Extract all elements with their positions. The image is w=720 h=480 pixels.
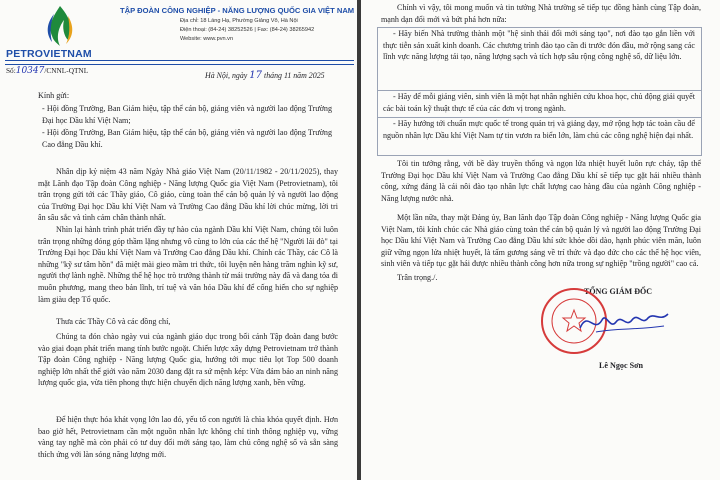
reference-number: Số:10347/CNNL-QTNL bbox=[6, 66, 89, 76]
paragraph-5: Để hiện thực hóa khát vọng lớn lao đó, yếu tố con người là chìa khóa quyết định. Hơn bao giờ hết, Petrovietnam cần một nguồn nhân lực không chỉ tinh thông nghiệp vụ, vững vàng tay nghề mà còn phải có tư duy đổi mới sáng tạo, làm chủ công nghệ số và sẵn sàng thích ứng với làn sóng năng lượng mới. bbox=[38, 415, 338, 459]
closing-text: Trân trọng./. bbox=[397, 273, 438, 282]
letter-page-1 bbox=[0, 0, 357, 480]
paragraph-4: Chúng ta đón chào ngày vui của ngành giáo dục trong bối cảnh Tập đoàn đang bước vào giai đoạn phát triển mang tính bước ngoặt. Chiến lược xây dựng Petrovietnam trở thành Tập đoàn Công nghiệp - Năng lượng Quốc gia, hướng tới mục tiêu lọt Top 500 doanh nghiệp lớn nhất thế giới vào năm 2030 đang đặt ra sứ mệnh kép: Vừa đảm bảo an ninh năng lượng quốc gia, vừa tiên phong thực hiện chuyển dịch năng lượng xanh, bền vững. bbox=[38, 332, 338, 388]
paragraph-2: Nhìn lại hành trình phát triển đầy tự hào của ngành Dầu khí Việt Nam, chúng tôi luôn trân trọng những đóng góp thầm lặng nhưng vô cùng to lớn của các thế hệ "Người lái đò" tại Trường Đại học Dầu khí Việt Nam và Trường Cao đẳng Dầu khí. Chính các Thầy, các Cô là những "kỹ sư tâm hồn" đã miệt mài gieo mầm tri thức, tôi luyện nên hàng trăm nghìn kỹ sư, người thợ lành nghề. Những thế hệ học trò trưởng thành từ mái trường này đã và đang tỏa đi muôn phương, mang theo bản lĩnh, trí tuệ và văn hóa Dầu khí để cống hiến cho sự nghiệp làm giàu đẹp Tổ quốc. bbox=[38, 225, 338, 304]
org-name: TẬP ĐOÀN CÔNG NGHIỆP - NĂNG LƯỢNG QUỐC GIA VIỆT NAM bbox=[120, 6, 355, 15]
document-date: Hà Nội, ngày 17 tháng 11 năm 2025 bbox=[205, 70, 325, 81]
header-rule bbox=[5, 60, 354, 65]
brand-name: PETROVIETNAM bbox=[6, 48, 92, 60]
recipient-1: - Hội đồng Trường, Ban Giám hiệu, tập thể cán bộ, giảng viên và người lao động Trường Đại học Dầu khí Việt Nam; bbox=[42, 104, 332, 125]
paragraph-1: Nhân dịp kỷ niệm 43 năm Ngày Nhà giáo Việt Nam (20/11/1982 - 20/11/2025), thay mặt Lãnh đạo Tập đoàn Công nghiệp - Năng lượng Quốc gia Việt Nam (Petrovietnam), tôi trân trọng gửi tới các Thầy giáo, Cô giáo, cùng toàn thể cán bộ quản lý và người lao động của Trường Đại học Dầu khí Việt Nam và Trường Cao đẳng Dầu khí lời chúc mừng, lời tri ân sâu sắc và tình cảm chân thành nhất. bbox=[38, 167, 338, 223]
signature-icon bbox=[576, 300, 671, 340]
signer-title: TỔNG GIÁM ĐỐC bbox=[584, 287, 652, 296]
bullet-1: - Hãy biến Nhà trường thành một "hệ sinh thái đổi mới sáng tạo", nơi đào tạo gắn liền với thực tiễn sản xuất kinh doanh. Các chương trình đào tạo cần đi trước đón đầu, mở rộng sang các lĩnh vực năng lượng tái tạo, năng lượng sạch và tích hợp sâu rộng công nghệ số, dữ liệu lớn. bbox=[383, 29, 695, 62]
letter-page-2 bbox=[361, 0, 720, 480]
bullet-3: - Hãy hướng tới chuẩn mực quốc tế trong quản trị và giảng dạy, mở rộng hợp tác toàn cầu để nguồn nhân lực Dầu khí Việt Nam tự tin vươn ra biển lớn, làm chủ các công nghệ hiện đại nhất. bbox=[383, 119, 695, 140]
bullet-2: - Hãy để mỗi giảng viên, sinh viên là một hạt nhân nghiên cứu khoa học, chủ động giải quyết các bài toán kỹ thuật thực tế của các đơn vị trong ngành. bbox=[383, 92, 695, 113]
petrovietnam-logo-icon bbox=[30, 4, 90, 48]
salutation-label: Kính gửi: bbox=[38, 91, 70, 100]
org-address: Địa chỉ: 18 Láng Hạ, Phường Giảng Võ, Hà Nội bbox=[180, 18, 298, 24]
page2-paragraph-3: Một lần nữa, thay mặt Đảng ủy, Ban lãnh đạo Tập đoàn Công nghiệp - Năng lượng Quốc gia Việt Nam, tôi kính chúc các Nhà giáo cùng toàn thể cán bộ quản lý và người lao động Trường Đại học Dầu khí Việt Nam và Trường Cao đẳng Dầu khí sức khỏe dồi dào, hạnh phúc viên mãn, luôn giữ vững ngọn lửa nhiệt huyết, là tấm gương sáng về trí thức và đạo đức cho các thế hệ học viên, sinh viên và tiếp tục gặt hái được nhiều thành công hơn nữa trong sự nghiệp "trồng người" cao cả. bbox=[381, 213, 701, 269]
signer-name: Lê Ngọc Sơn bbox=[599, 361, 644, 370]
org-phone: Điện thoại: (84-24) 38252526 | Fax: (84-24) 38265942 bbox=[180, 27, 315, 33]
page2-paragraph-2: Tôi tin tưởng rằng, với bề dày truyền thống và ngọn lửa nhiệt huyết luôn rực cháy, tập thể Trường Đại học Dầu khí Việt Nam và Trường Cao đẳng Dầu khí sẽ tiếp tục gặt hái nhiều thành công, xứng đáng là cái nôi đào tạo nhân lực chất lượng cao hàng đầu của ngành Công nghiệp - Năng lượng nước nhà. bbox=[381, 159, 701, 203]
recipient-2: - Hội đồng Trường, Ban Giám hiệu, tập thể cán bộ, giảng viên và người lao động Trường Cao đẳng Dầu khí. bbox=[42, 128, 332, 149]
page2-intro: Chính vì vậy, tôi mong muốn và tin tưởng Nhà trường sẽ tiếp tục đồng hành cùng Tập đoàn, mạnh dạn đổi mới và bứt phá hơn nữa: bbox=[381, 3, 701, 24]
org-website: Website: www.pvn.vn bbox=[180, 36, 234, 42]
paragraph-3: Thưa các Thầy Cô và các đồng chí, bbox=[56, 317, 171, 326]
